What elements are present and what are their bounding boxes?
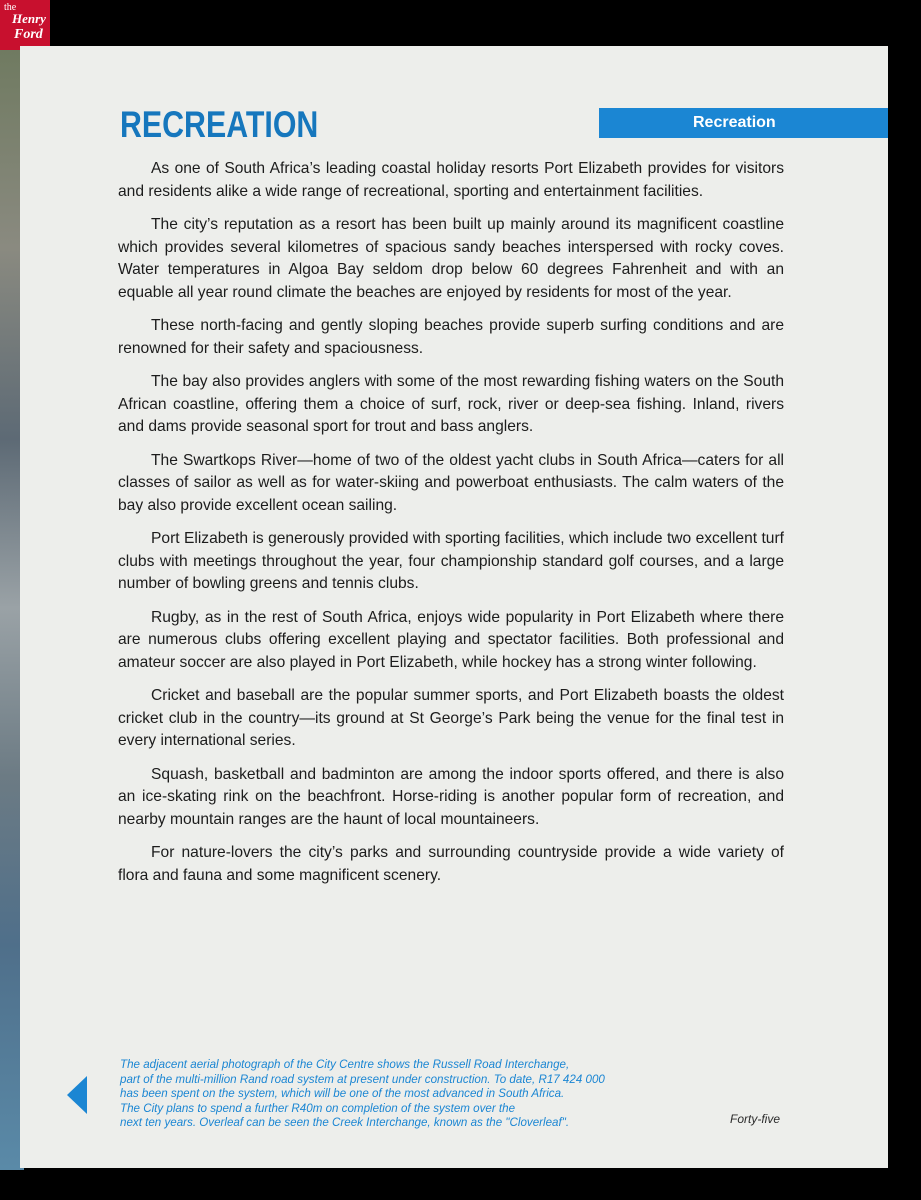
henry-ford-logo: the Henry Ford bbox=[0, 0, 50, 50]
page-number: Forty-five bbox=[730, 1112, 781, 1126]
caption-line: The adjacent aerial photograph of the City Centre shows the Russell Road Interchange, bbox=[120, 1058, 570, 1071]
paragraph: The Swartkops River—home of two of the oldest yacht clubs in South Africa—caters for all classes of sailor as well as for water-skiing and powerboat enthusiasts. The calm waters of the bay also provide excellent ocean sailing. bbox=[118, 451, 784, 514]
body-text bbox=[118, 158, 784, 898]
paragraph: For nature-lovers the city’s parks and surrounding countryside provide a wide variety of flora and fauna and some magnificent scenery. bbox=[118, 844, 784, 884]
caption-line: part of the multi-million Rand road system at present under construction. To date, R17 424 000 bbox=[120, 1072, 605, 1086]
paragraph: Squash, basketball and badminton are among the indoor sports offered, and there is also an ice-skating rink on the beachfront. Horse-riding is another popular form of recreation, and nearby mountain ranges are the haunt of local mountaineers. bbox=[118, 765, 784, 828]
paragraph: These north-facing and gently sloping beaches provide superb surfing conditions and are renowned for their safety and spaciousness. bbox=[118, 317, 784, 357]
photo-caption bbox=[120, 1058, 700, 1131]
paragraph: The bay also provides anglers with some of the most rewarding fishing waters on the South African coastline, offering them a choice of surf, rock, river or deep-sea fishing. Inland, rivers and dams provide seasonal sport for trout and bass anglers. bbox=[118, 373, 784, 435]
paragraph: Port Elizabeth is generously provided with sporting facilities, which include two excellent turf clubs with meetings throughout the year, four championship standard golf courses, and a large number of bowling greens and tennis clubs. bbox=[118, 530, 784, 592]
left-arrow-icon bbox=[67, 1076, 87, 1114]
document-page bbox=[20, 46, 888, 1168]
caption-line: The City plans to spend a further R40m on completion of the system over the bbox=[120, 1101, 516, 1115]
section-tab: Recreation bbox=[599, 108, 888, 138]
caption-line: next ten years. Overleaf can be seen the Creek Interchange, known as the "Cloverleaf". bbox=[120, 1116, 570, 1129]
page-title: RECREATION bbox=[120, 104, 319, 145]
paragraph: Cricket and baseball are the popular summer sports, and Port Elizabeth boasts the oldest cricket club in the country—its ground at St George’s Park being the venue for the final test in every international series. bbox=[118, 687, 784, 749]
caption-line: has been spent on the system, which will be one of the most advanced in South Africa. bbox=[120, 1087, 565, 1100]
paragraph: The city’s reputation as a resort has been built up mainly around its magnificent coastline which provides several kilometres of spacious sandy beaches interspersed with rocky coves. Water temperatures in Algoa Bay seldom drop below 60 degrees Fahrenheit and with an equable all year round climate the beaches are enjoyed by residents for most of the year. bbox=[118, 216, 784, 301]
paragraph: Rugby, as in the rest of South Africa, enjoys wide popularity in Port Elizabeth where there are numerous clubs offering excellent playing and spectator facilities. Both professional and amateur soccer are also played in Port Elizabeth, while hockey has a strong winter following. bbox=[118, 608, 784, 671]
paragraph: As one of South Africa’s leading coastal holiday resorts Port Elizabeth provides for visitors and residents alike a wide range of recreational, sporting and entertainment facilities. bbox=[118, 160, 784, 200]
